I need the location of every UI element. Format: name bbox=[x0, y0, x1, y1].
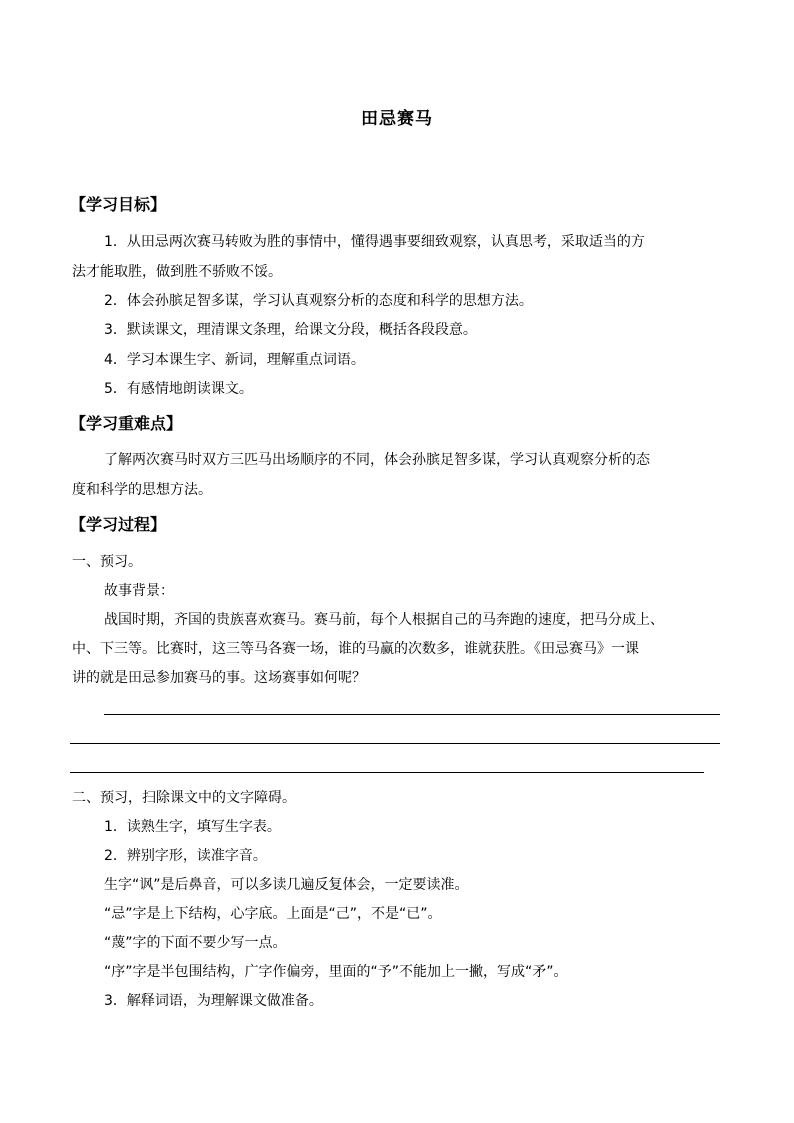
answer-line[interactable] bbox=[70, 772, 704, 773]
key-points-heading: 【学习重难点】 bbox=[70, 414, 183, 433]
goals-heading: 【学习目标】 bbox=[70, 195, 167, 214]
goal-item: 1．从田忌两次赛马转败为胜的事情中，懂得遇事要细致观察，认真思考，采取适当的方 bbox=[104, 234, 645, 250]
background-paragraph: 战国时期，齐国的贵族喜欢赛马。赛马前，每个人根据自己的马奔跑的速度，把马分成上、 bbox=[104, 612, 664, 628]
part2-item: “忌”字是上下结构，心字底。上面是“己”，不是“已”。 bbox=[104, 906, 442, 922]
key-points-text: 了解两次赛马时双方三匹马出场顺序的不同，体会孙膑足智多谋，学习认真观察分析的态 bbox=[104, 452, 650, 468]
goal-item: 5．有感情地朗读课文。 bbox=[104, 381, 253, 397]
goal-item: 3．默读课文，理清课文条理，给课文分段，概括各段段意。 bbox=[104, 322, 477, 338]
background-paragraph: 中、下三等。比赛时，这三等马各赛一场，谁的马赢的次数多，谁就获胜。《田忌赛马》一课 bbox=[72, 641, 639, 657]
goal-item: 法才能取胜，做到胜不骄败不馁。 bbox=[72, 264, 282, 280]
goal-item: 4．学习本课生字、新词，理解重点词语。 bbox=[104, 352, 365, 368]
part1-title: 一、预习。 bbox=[72, 554, 142, 570]
part2-title: 二、预习，扫除课文中的文字障碍。 bbox=[72, 790, 296, 806]
key-points-text: 度和科学的思想方法。 bbox=[72, 482, 212, 498]
goal-item: 2．体会孙膑足智多谋，学习认真观察分析的态度和科学的思想方法。 bbox=[104, 293, 533, 309]
part2-item: 3．解释词语，为理解课文做准备。 bbox=[104, 993, 323, 1009]
part2-item: “蔑”字的下面不要少写一点。 bbox=[104, 935, 287, 951]
process-heading: 【学习过程】 bbox=[70, 515, 167, 534]
answer-line[interactable] bbox=[104, 714, 720, 715]
background-paragraph: 讲的就是田忌参加赛马的事。这场赛事如何呢？ bbox=[72, 670, 366, 686]
part2-item: 2．辨别字形，读准字音。 bbox=[104, 848, 267, 864]
answer-line[interactable] bbox=[70, 743, 720, 744]
part2-item: “序”字是半包围结构，广字作偏旁，里面的“予”不能加上一撇，写成“矛”。 bbox=[104, 964, 568, 980]
part2-item: 生字“讽”是后鼻音，可以多读几遍反复体会，一定要读准。 bbox=[104, 877, 469, 893]
page-title: 田忌赛马 bbox=[361, 109, 433, 129]
part2-item: 1．读熟生字，填写生字表。 bbox=[104, 819, 281, 835]
background-label: 故事背景： bbox=[104, 583, 174, 599]
